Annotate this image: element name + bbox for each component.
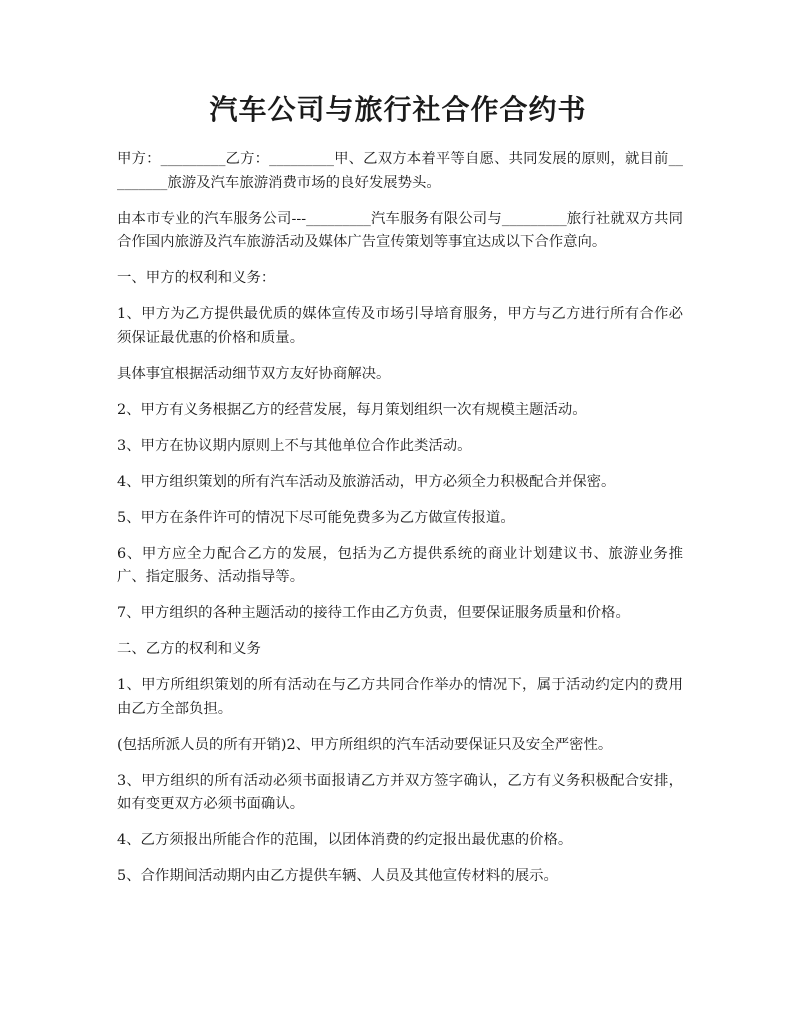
clause-a4: 4、甲方组织策划的所有汽车活动及旅游活动，甲方必须全力积极配合并保密。 <box>117 473 616 490</box>
paragraph-parties: 由本市专业的汽车服务公司---_________汽车服务有限公司与_________旅行社就双方共同合作国内旅游及汽车旅游活动及媒体广告宣传策划等事宜达成以下合作意向。 <box>117 210 683 250</box>
clause-a7: 7、甲方组织的各种主题活动的接待工作由乙方负责，但要保证服务质量和价格。 <box>117 605 630 621</box>
clause-b1: 1、甲方所组织策划的所有活动在与乙方共同合作举办的情况下，属于活动约定内的费用由乙方全部负担。 <box>117 677 683 717</box>
clause-b1-note-b2: (包括所派人员的所有开销)2、甲方所组织的汽车活动要保证只及安全严密性。 <box>117 736 613 753</box>
clause-a2: 2、甲方有义务根据乙方的经营发展，每月策划组织一次有规模主题活动。 <box>117 401 587 418</box>
section-heading-party-a: 一、甲方的权利和义务： <box>117 270 276 286</box>
paragraph-intro: 甲方：_________乙方：_________甲、乙双方本着平等自愿、共同发展的原则，就目前_________旅游及汽车旅游消费市场的良好发展势头。 <box>117 151 683 191</box>
clause-b4: 4、乙方须报出所能合作的范围，以团体消费的约定报出最优惠的价格。 <box>117 832 573 848</box>
clause-a1: 1、甲方为乙方提供最优质的媒体宣传及市场引导培育服务，甲方与乙方进行所有合作必须保证最优惠的价格和质量。 <box>117 306 683 346</box>
clause-b3: 3、甲方组织的所有活动必须书面报请乙方并双方签字确认，乙方有义务积极配合安排，如有变更双方必须书面确认。 <box>117 772 683 812</box>
section-heading-party-b: 二、乙方的权利和义务 <box>117 641 261 657</box>
clause-a5: 5、甲方在条件许可的情况下尽可能免费多为乙方做宣传报道。 <box>117 509 515 526</box>
clause-a6: 6、甲方应全力配合乙方的发展，包括为乙方提供系统的商业计划建议书、旅游业务推广、指定服务、活动指导等。 <box>117 545 683 585</box>
clause-a3: 3、甲方在协议期内原则上不与其他单位合作此类活动。 <box>117 437 472 454</box>
clause-a1-note: 具体事宜根据活动细节双方友好协商解决。 <box>117 365 391 382</box>
clause-b5: 5、合作期间活动期内由乙方提供车辆、人员及其他宣传材料的展示。 <box>117 868 558 884</box>
document-title: 汽车公司与旅行社合作合约书 <box>209 93 587 126</box>
document-body <box>117 148 683 901</box>
